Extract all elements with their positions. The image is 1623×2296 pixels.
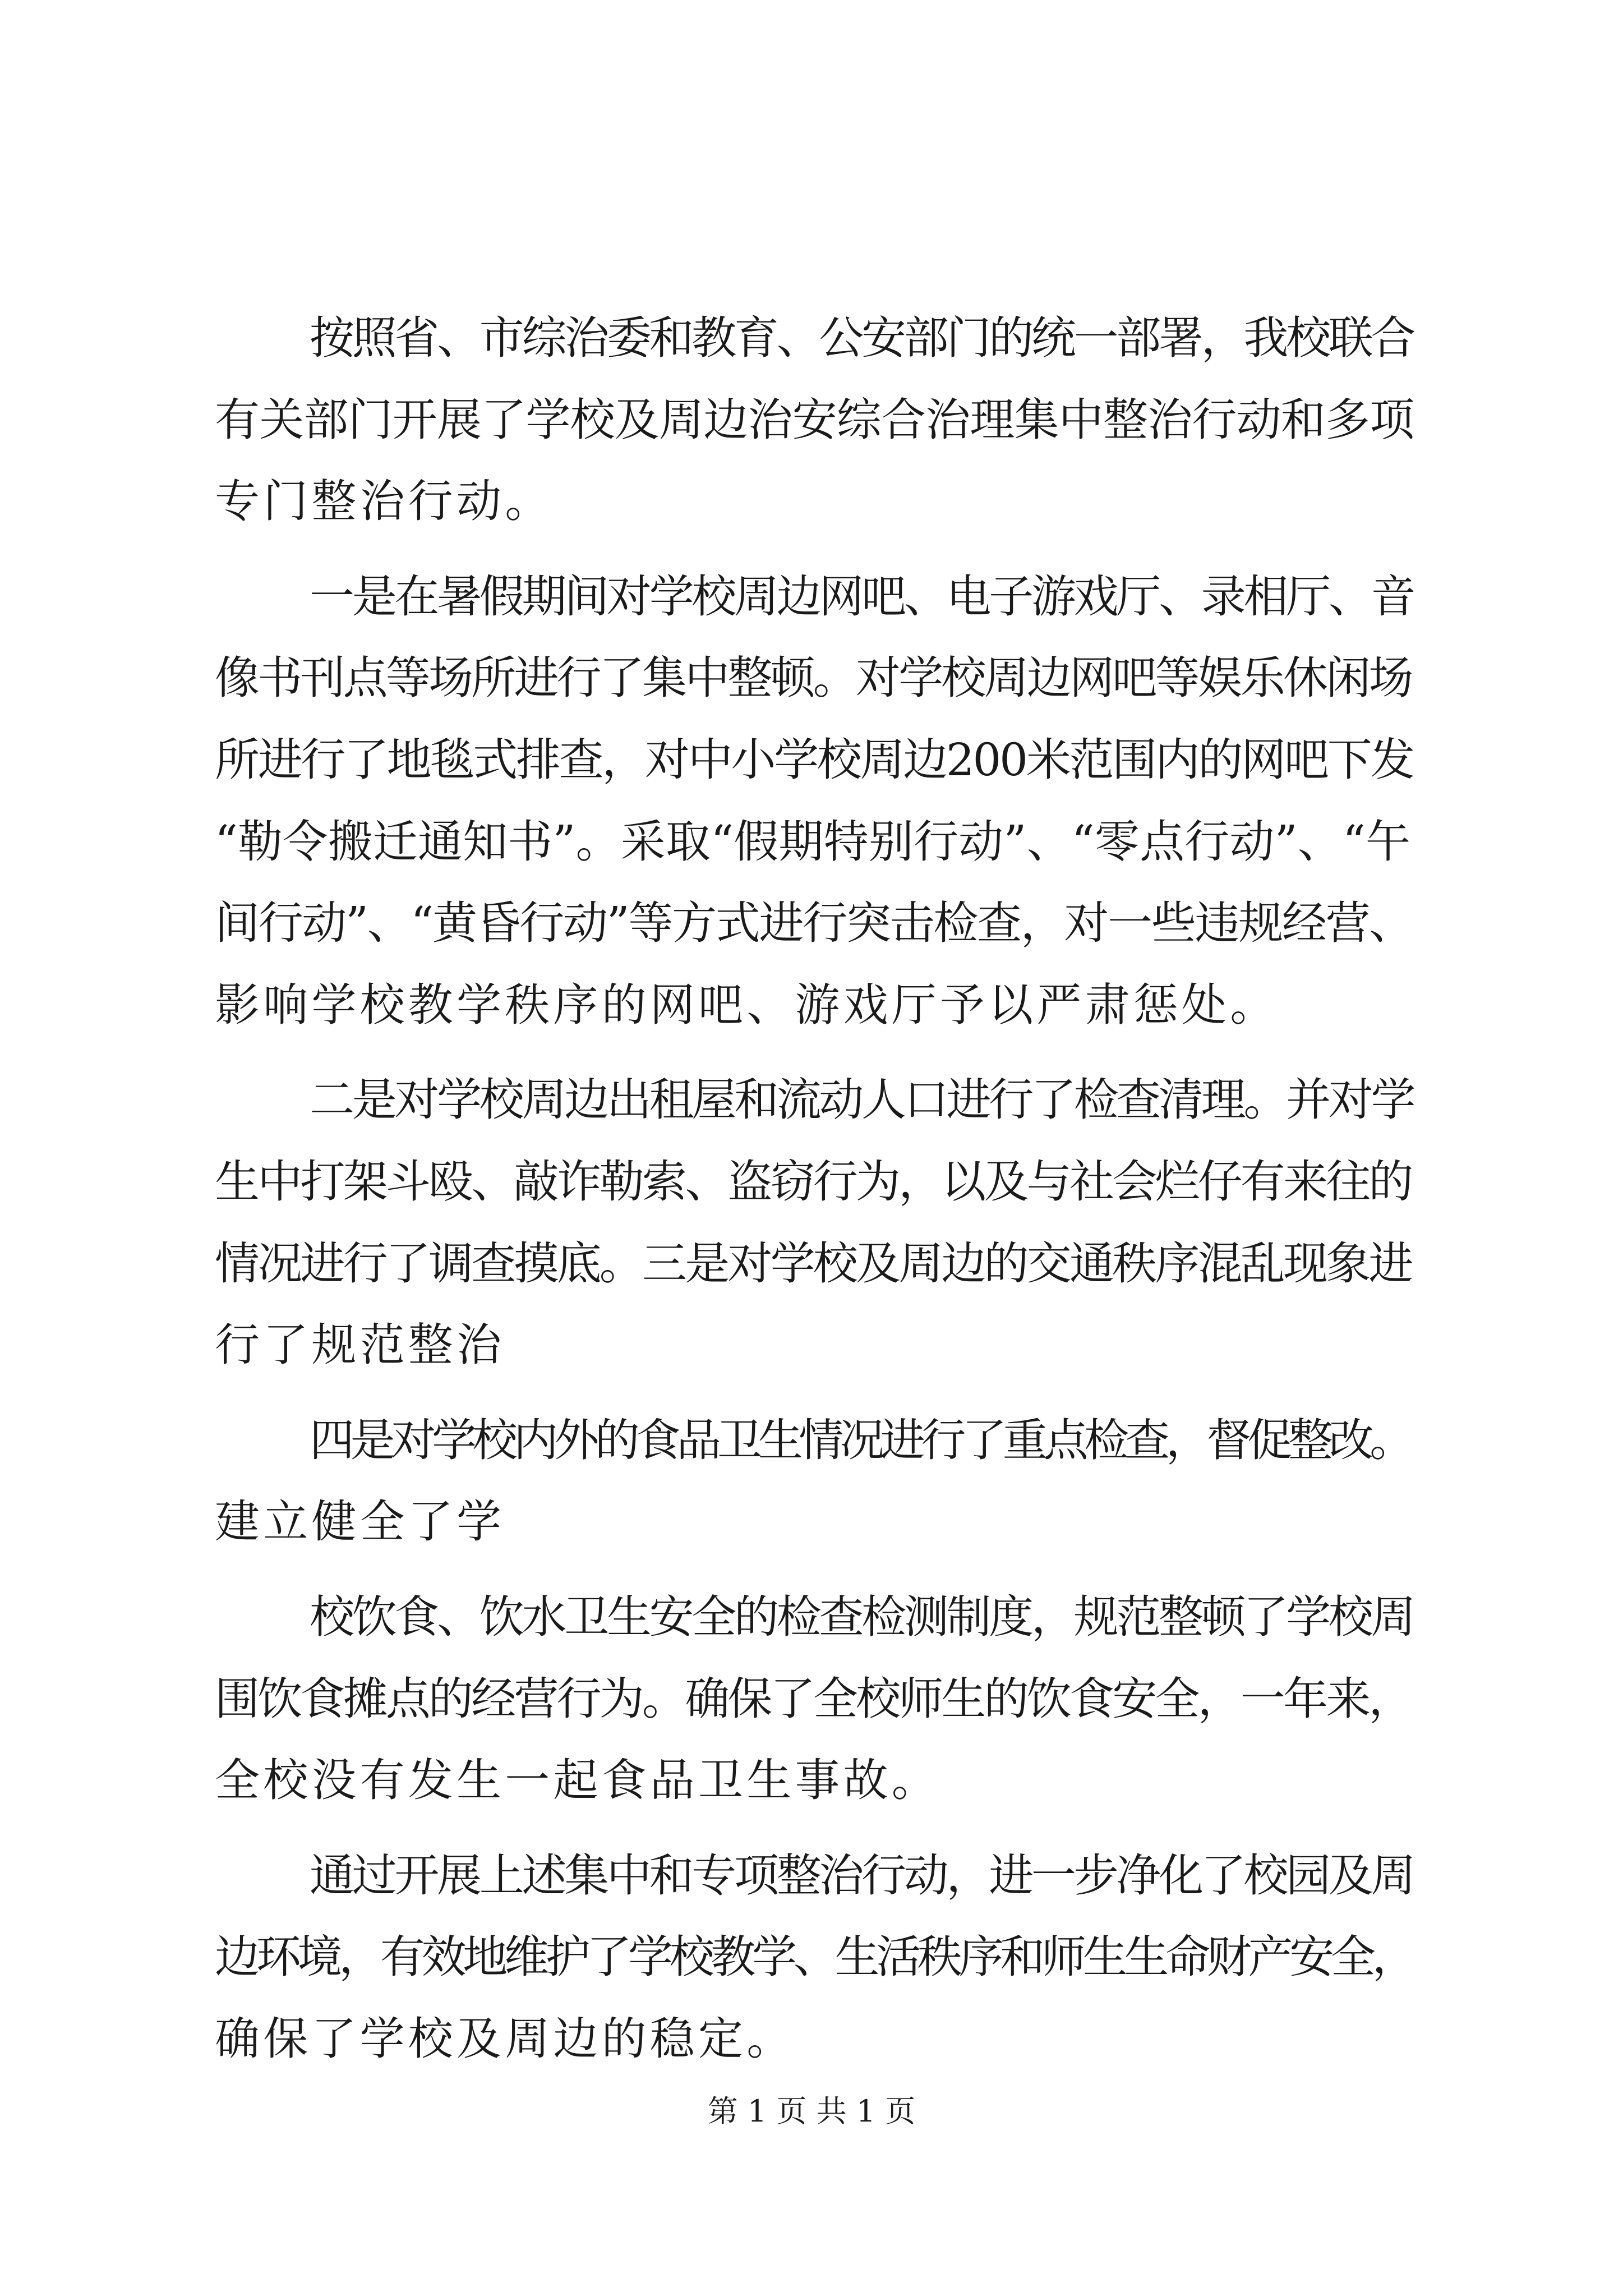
text-line: 建立健全了学 xyxy=(215,1496,505,1548)
paragraph-5 xyxy=(215,1576,1415,1821)
paragraph-3 xyxy=(215,1059,1415,1386)
paragraph-2 xyxy=(215,556,1415,1046)
paragraph-4 xyxy=(215,1400,1415,1563)
text-line: 二是对学校周边出租屋和流动人口进行了检查清理。并对学 xyxy=(310,1074,1414,1126)
text-line: 四是对学校内外的食品卫生情况进行了重点检查，督促整改。 xyxy=(310,1414,1410,1466)
text-line: 边环境，有效地维护了学校教学、生活秩序和师生生命财产安全， xyxy=(215,1931,1414,1984)
text-line: 行了规范整治 xyxy=(215,1319,505,1372)
text-line: 校饮食、饮水卫生安全的检查检测制度，规范整顿了学校周 xyxy=(310,1590,1414,1643)
text-line: 情况进行了调查摸底。三是对学校及周边的交通秩序混乱现象进 xyxy=(215,1237,1412,1290)
text-line: 全校没有发生一起食品卫生事故。 xyxy=(215,1754,940,1807)
text-line: 影响学校教学秩序的网吧、游戏厅予以严肃惩处。 xyxy=(215,978,1279,1031)
text-line: 一是在暑假期间对学校周边网吧、电子游戏厅、录相厅、音 xyxy=(310,570,1414,623)
page-footer: 第 1 页 共 1 页 xyxy=(707,2093,916,2129)
text-line: 按照省、市综治委和教育、公安部门的统一部署，我校联合 xyxy=(310,312,1414,364)
text-line: “勒令搬迁通知书”。采取“假期特别行动”、“零点行动”、“午 xyxy=(215,815,1411,868)
text-line: 专门整治行动。 xyxy=(215,475,554,528)
text-line: 确保了学校及周边的稳定。 xyxy=(215,2012,795,2065)
paragraph-1 xyxy=(215,297,1415,542)
text-line: 生中打架斗殴、敲诈勒索、盗窃行为，以及与社会烂仔有来往的 xyxy=(215,1155,1412,1208)
text-line: 通过开展上述集中和专项整治行动，进一步净化了校园及周 xyxy=(310,1849,1414,1902)
text-line: 像书刊点等场所进行了集中整顿。对学校周边网吧等娱乐休闲场 xyxy=(215,652,1412,705)
text-line: 围饮食摊点的经营行为。确保了全校师生的饮食安全，一年来， xyxy=(215,1672,1412,1725)
text-line: 所进行了地毯式排查，对中小学校周边200米范围内的网吧下发 xyxy=(215,733,1413,786)
document-body xyxy=(215,297,1415,2079)
text-line: 有关部门开展了学校及周边治安综合治理集中整治行动和多项 xyxy=(215,393,1414,446)
paragraph-6 xyxy=(215,1835,1415,2080)
text-line: 间行动”、“黄昏行动”等方式进行突击检查，对一些违规经营、 xyxy=(215,897,1413,950)
